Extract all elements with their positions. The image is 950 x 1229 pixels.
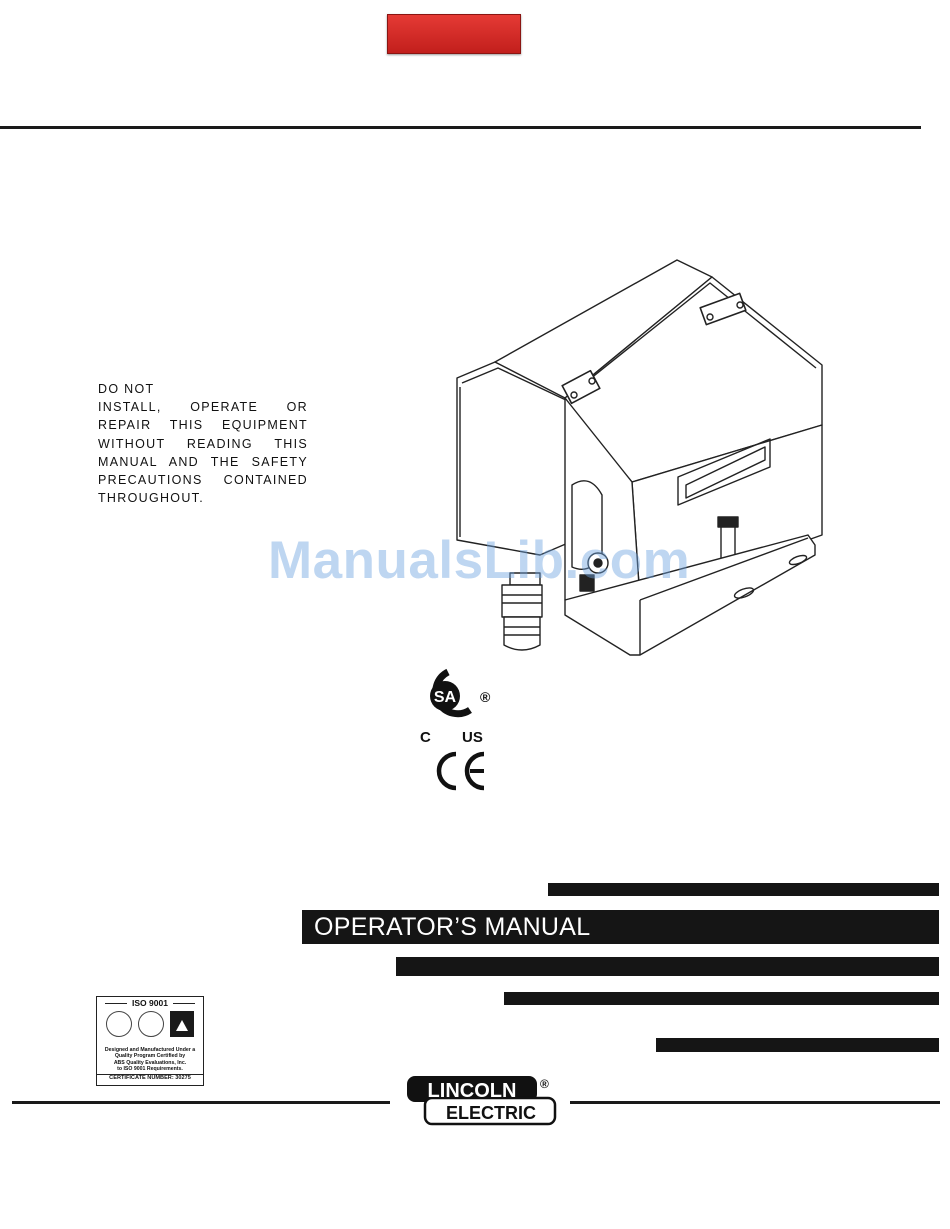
title-bar-4 — [656, 1038, 939, 1052]
wire-feeder-illustration — [440, 255, 830, 660]
bottom-divider-left — [12, 1101, 390, 1104]
ce-mark — [432, 750, 490, 792]
logo-registered-mark: ® — [540, 1077, 549, 1091]
anab-logo-icon — [170, 1011, 194, 1037]
iso-line-1: Designed and Manufactured Under a — [104, 1047, 196, 1053]
bottom-divider-right — [570, 1101, 940, 1104]
top-divider — [0, 126, 921, 129]
eagle-seal-icon — [138, 1011, 164, 1037]
watermark: ManualsLib.com — [268, 531, 691, 590]
title-bar-3 — [504, 992, 939, 1005]
csa-us-label: US — [462, 729, 483, 746]
title-bar-2 — [396, 957, 939, 976]
logo-electric-text: ELECTRIC — [446, 1103, 536, 1123]
title-bar-1 — [548, 883, 939, 896]
red-header-tab — [387, 14, 521, 54]
iso-line-3: ABS Quality Evaluations, Inc. — [113, 1059, 187, 1066]
manual-title: OPERATOR’S MANUAL — [314, 913, 591, 941]
iso-line-2: Quality Program Certified by — [114, 1053, 186, 1060]
iso-line-4: to ISO 9001 Requirements. — [117, 1066, 183, 1073]
csa-registered-mark: ® — [480, 689, 491, 705]
csa-certification-mark — [410, 666, 492, 746]
svg-text:SA: SA — [433, 689, 457, 706]
logo-lincoln-text: LINCOLN — [427, 1080, 517, 1102]
safety-warning — [98, 380, 308, 507]
iso-title: ISO 9001 — [97, 998, 203, 1008]
warning-body: INSTALL, OPERATE OR REPAIR THIS EQUIPMENT WITHOUT READING THIS MANUAL AND THE SAFETY PRECAUTIONS CONTAINED THROUGHOUT. — [98, 400, 308, 506]
iso-certificate-number: CERTIFICATE NUMBER: 30275 — [97, 1074, 203, 1081]
warning-lead: DO NOT — [98, 382, 155, 396]
lincoln-electric-logo — [405, 1074, 557, 1128]
csa-c-label: C — [420, 729, 431, 746]
registrar-seal-icon — [106, 1011, 132, 1037]
manual-title-bar — [302, 910, 939, 944]
iso-9001-badge — [96, 996, 204, 1086]
